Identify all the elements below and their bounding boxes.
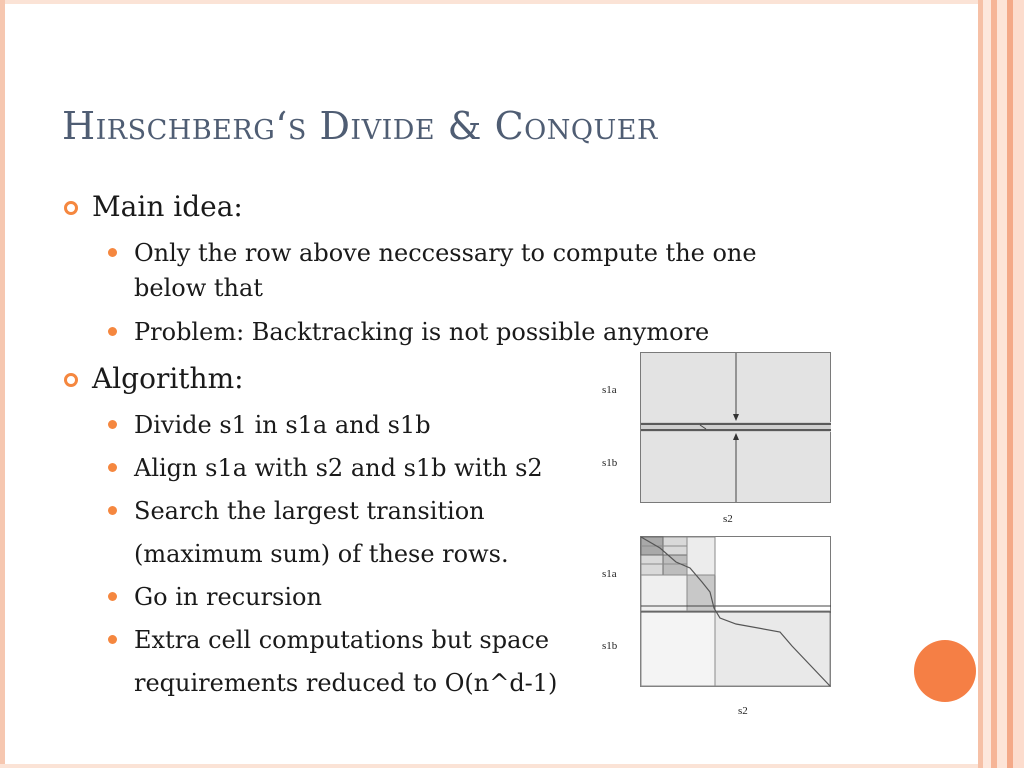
bullet-dot-icon (108, 635, 117, 644)
frame-bottom-border (0, 764, 1024, 768)
frame-top-border (0, 0, 1024, 4)
sub-bullet-text-continued: below that (134, 274, 263, 302)
dp-matrix-figure-bottom (640, 536, 832, 688)
bullet-dot-icon (108, 506, 117, 515)
bullet-dot-icon (108, 420, 117, 429)
right-stripe (983, 0, 991, 768)
bullet-algorithm: Algorithm: (92, 362, 244, 395)
sub-bullet-text: Divide s1 in s1a and s1b (134, 411, 431, 439)
bullet-main-idea: Main idea: (92, 190, 243, 223)
sub-bullet-text: Extra cell computations but space (134, 626, 550, 654)
figure-bottom-label-s1a: s1a (602, 568, 617, 580)
bullet-ring-icon (64, 373, 78, 387)
dp-matrix-figure-top (640, 352, 832, 504)
figure-bottom-label-s1b: s1b (602, 640, 618, 652)
right-stripe (1013, 0, 1024, 768)
sub-bullet-text: Search the largest transition (134, 497, 485, 525)
bullet-dot-icon (108, 592, 117, 601)
slide-title: Hirschberg‘s Divide & Conquer (62, 104, 658, 148)
bullet-ring-icon (64, 201, 78, 215)
figure-top-label-s1b: s1b (602, 457, 618, 469)
bullet-dot-icon (108, 327, 117, 336)
sub-bullet-text: Only the row above neccessary to compute the one (134, 239, 757, 267)
decorative-circle (914, 640, 976, 702)
figure-top-label-s1a: s1a (602, 384, 617, 396)
sub-bullet-text: Align s1a with s2 and s1b with s2 (134, 454, 543, 482)
figure-top-label-s2: s2 (723, 513, 733, 525)
right-stripe (997, 0, 1007, 768)
sub-bullet-text: Problem: Backtracking is not possible anymore (134, 318, 710, 346)
figure-bottom-label-s2: s2 (738, 705, 748, 717)
bullet-dot-icon (108, 463, 117, 472)
frame-left-border (0, 0, 5, 768)
sub-bullet-text-continued: (maximum sum) of these rows. (134, 540, 509, 568)
sub-bullet-text: Go in recursion (134, 583, 322, 611)
sub-bullet-text-continued: requirements reduced to O(n^d-1) (134, 669, 558, 697)
bullet-dot-icon (108, 248, 117, 257)
